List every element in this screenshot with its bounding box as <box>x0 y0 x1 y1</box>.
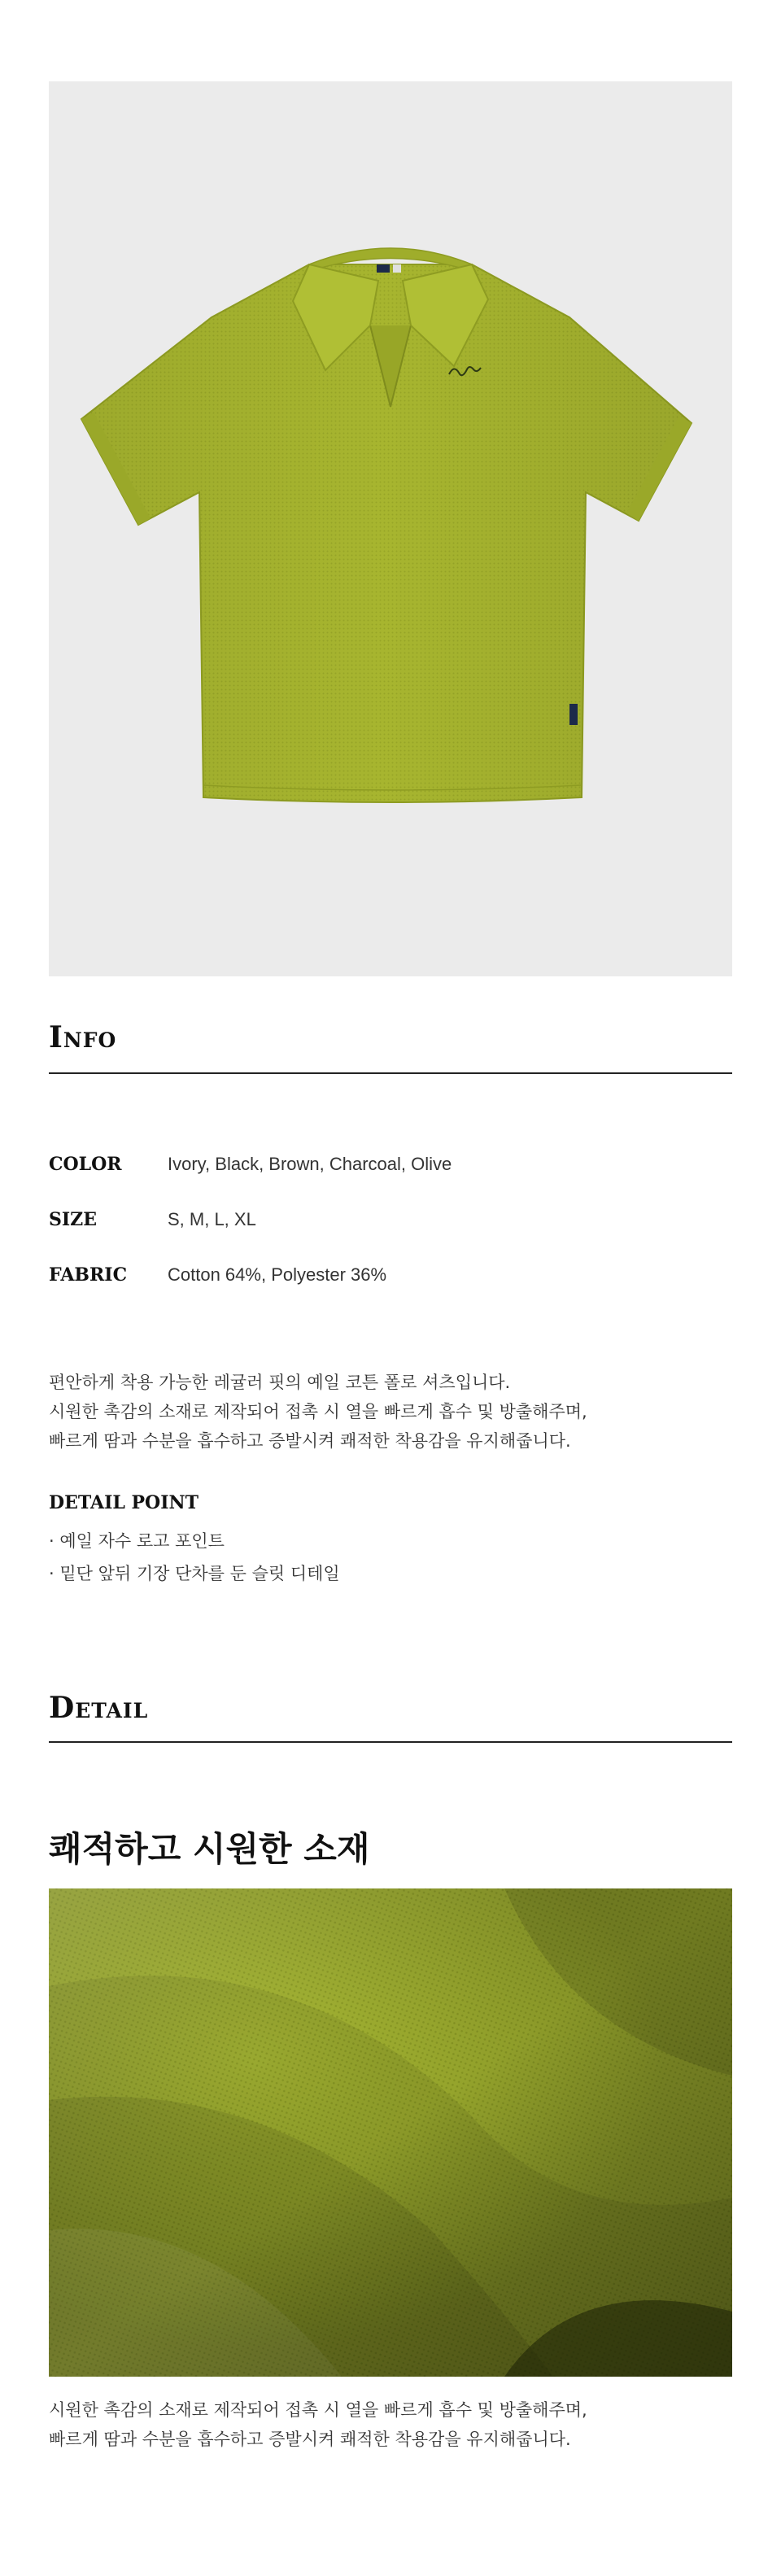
detail-caption <box>49 2395 732 2454</box>
detail-heading: Detail <box>49 1691 149 1725</box>
list-item: · 예일 자수 로고 포인트 <box>49 1531 225 1551</box>
info-divider <box>49 1072 732 1074</box>
info-heading: Info <box>49 1020 117 1054</box>
spec-value: Ivory, Black, Brown, Charcoal, Olive <box>168 1154 452 1174</box>
detail-point-list <box>49 1525 732 1590</box>
product-description <box>49 1368 732 1456</box>
fabric-texture <box>49 1888 732 2377</box>
spec-label: SIZE <box>49 1209 98 1230</box>
spec-row-color <box>49 1150 732 1178</box>
spec-value: S, M, L, XL <box>168 1209 256 1229</box>
description-line: 시원한 촉감의 소재로 제작되어 접촉 시 열을 빠르게 흡수 및 방출해주며, <box>49 1402 587 1421</box>
description-line: 빠르게 땀과 수분을 흡수하고 증발시켜 쾌적한 착용감을 유지해줍니다. <box>49 1431 571 1451</box>
spec-label: FABRIC <box>49 1264 128 1286</box>
list-item: · 밑단 앞뒤 기장 단차를 둔 슬릿 디테일 <box>49 1564 340 1583</box>
spec-value: Cotton 64%, Polyester 36% <box>168 1264 387 1285</box>
product-image <box>49 81 732 976</box>
fabric-closeup-image <box>49 1888 732 2377</box>
spec-label: COLOR <box>49 1154 122 1175</box>
caption-line: 시원한 촉감의 소재로 제작되어 접촉 시 열을 빠르게 흡수 및 방출해주며, <box>49 2400 587 2420</box>
polo-shirt-illustration <box>49 81 732 976</box>
caption-line: 빠르게 땀과 수분을 흡수하고 증발시켜 쾌적한 착용감을 유지해줍니다. <box>49 2430 571 2449</box>
detail-point-title: DETAIL POINT <box>49 1492 199 1513</box>
detail-title: 쾌적하고 시원한 소재 <box>49 1829 370 1869</box>
description-line: 편안하게 착용 가능한 레귤러 핏의 예일 코튼 폴로 셔츠입니다. <box>49 1373 511 1392</box>
detail-divider <box>49 1741 732 1743</box>
spec-row-size <box>49 1206 732 1233</box>
spec-row-fabric <box>49 1261 732 1289</box>
